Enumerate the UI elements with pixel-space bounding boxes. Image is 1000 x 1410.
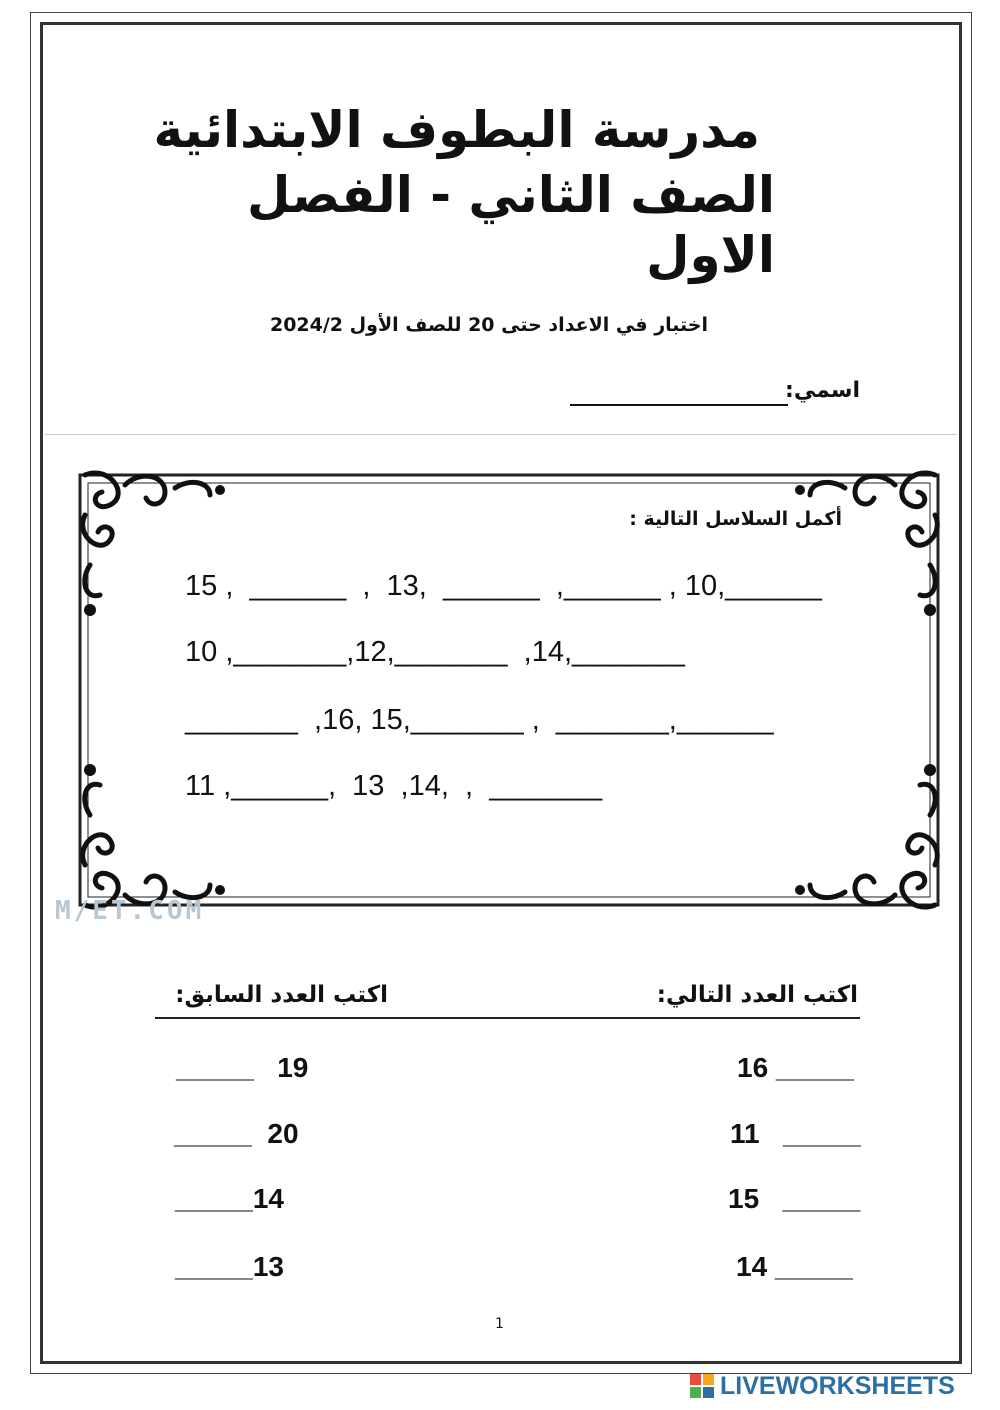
liveworksheets-logo-icon <box>690 1374 714 1398</box>
next-number-row[interactable]: 16 _____ <box>737 1052 854 1083</box>
header-underline <box>155 1017 860 1019</box>
name-input-line[interactable] <box>570 404 788 406</box>
page-number: 1 <box>495 1316 504 1332</box>
next-number-row[interactable]: 15 _____ <box>728 1183 861 1214</box>
next-number-header: اكتب العدد التالي: <box>656 982 858 1008</box>
series-instruction: أكمل السلاسل التالية : <box>629 508 842 530</box>
series-line-3[interactable]: _______ ,16, 15,_______ , _______,______ <box>185 704 774 736</box>
liveworksheets-brand[interactable] <box>690 1371 955 1400</box>
previous-number-row[interactable]: _____14 <box>175 1183 285 1214</box>
previous-number-row[interactable]: _____ 20 <box>174 1118 299 1149</box>
previous-number-header: اكتب العدد السابق: <box>175 982 388 1008</box>
section-divider <box>45 434 957 435</box>
next-number-row[interactable]: 14 _____ <box>736 1251 853 1282</box>
series-line-2[interactable]: 10 ,_______,12,_______ ,14,_______ <box>185 636 685 668</box>
next-number-row[interactable]: 11 _____ <box>730 1118 861 1149</box>
grade-term-heading: الصف الثاني - الفصل الاول <box>247 166 775 284</box>
previous-number-row[interactable]: _____ 19 <box>176 1052 309 1083</box>
watermark: M/ET.COM <box>55 896 205 926</box>
liveworksheets-label: LIVEWORKSHEETS <box>720 1371 955 1400</box>
name-label: اسمي: <box>785 378 860 403</box>
school-name-heading: مدرسة البطوف الابتدائية <box>153 101 760 159</box>
previous-number-row[interactable]: _____13 <box>175 1251 285 1282</box>
series-line-1[interactable]: 15 , ______ , 13, ______ ,______ , 10,______ <box>185 570 822 602</box>
series-line-4[interactable]: 11 ,______, 13 ,14, , _______ <box>185 770 603 802</box>
test-title: اختبار في الاعداد حتى 20 للصف الأول 2024/2 <box>269 314 708 336</box>
